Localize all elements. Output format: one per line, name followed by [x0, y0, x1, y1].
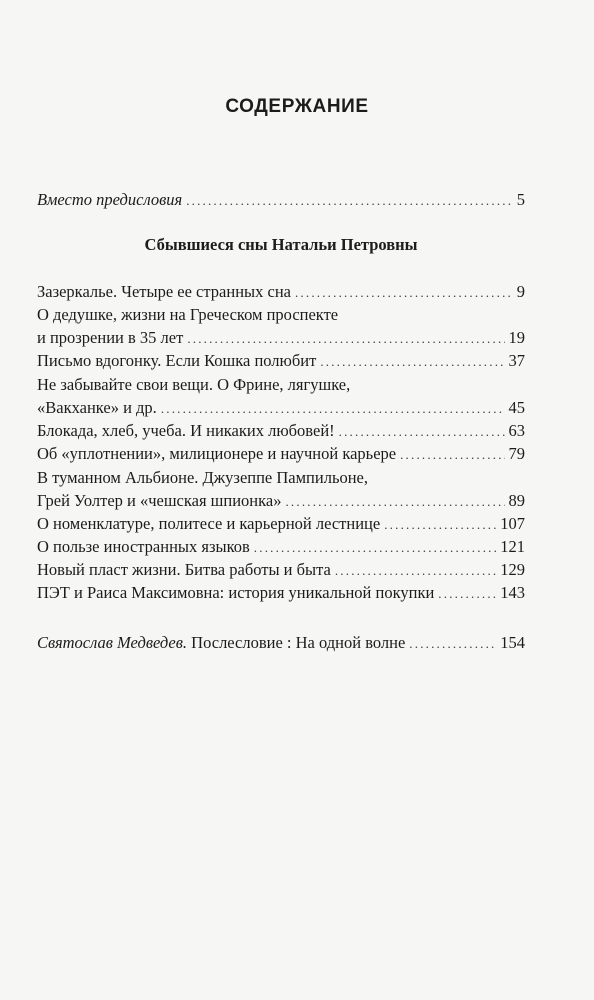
toc-entry[interactable] — [37, 581, 525, 605]
toc-entry[interactable] — [37, 442, 525, 466]
toc-entry-title: Новый пласт жизни. Битва работы и быта — [37, 560, 331, 579]
toc-entry-page: 107 — [500, 514, 525, 533]
dot-leader — [384, 513, 496, 537]
toc-entry-title: О номенклатуре, политесе и карьерной лестнице — [37, 514, 381, 533]
toc-entry-page: 129 — [500, 560, 525, 579]
afterword-title: Послесловие : На одной волне — [191, 633, 406, 652]
toc-entry-page: 5 — [516, 190, 525, 209]
toc-entry-page: 37 — [508, 351, 525, 370]
toc-entry-title: и прозрении в 35 лет — [37, 328, 184, 347]
toc-entry-page: 19 — [508, 328, 525, 347]
toc-entry[interactable] — [37, 512, 525, 536]
section-heading: Сбывшиеся сны Натальи Петровны — [144, 235, 418, 254]
toc-entry-page: 79 — [508, 444, 525, 463]
dot-leader — [335, 559, 496, 583]
toc-entry[interactable] — [37, 396, 525, 420]
dot-leader — [400, 443, 504, 467]
toc-entry-page: 143 — [500, 583, 525, 602]
dot-leader — [320, 350, 504, 374]
toc-entry-title: Зазеркалье. Четыре ее странных сна — [37, 282, 291, 301]
toc-entry-title: Об «уплотнении», милиционере и научной карьере — [37, 444, 397, 463]
toc-entry-title-line1[interactable]: Не забывайте свои вещи. О Фрине, лягушке, — [37, 375, 351, 394]
toc-entry-title: Вместо предисловия — [37, 190, 183, 209]
dot-leader — [295, 281, 513, 305]
toc-entry-page: 154 — [500, 633, 525, 652]
toc-entry-page: 9 — [516, 282, 525, 301]
toc-entry-title: Грей Уолтер и «чешская шпионка» — [37, 491, 282, 510]
toc-entry-afterword[interactable] — [37, 631, 525, 655]
toc-entry[interactable] — [37, 326, 525, 350]
dot-leader — [161, 397, 505, 421]
toc-entry-page: 45 — [508, 398, 525, 417]
toc-entry-intro[interactable] — [37, 188, 525, 212]
afterword-author: Святослав Медведев. — [37, 633, 188, 652]
table-of-contents — [37, 0, 525, 1000]
dot-leader — [285, 490, 504, 514]
toc-entry[interactable] — [37, 558, 525, 582]
toc-entry-title: «Вакханке» и др. — [37, 398, 157, 417]
toc-entry[interactable] — [37, 489, 525, 513]
toc-entry[interactable] — [37, 280, 525, 304]
toc-entry-title-line1[interactable]: О дедушке, жизни на Греческом проспекте — [37, 305, 339, 324]
dot-leader — [409, 632, 496, 656]
toc-entry[interactable] — [37, 535, 525, 559]
dot-leader — [186, 189, 513, 213]
toc-entry-title: О пользе иностранных языков — [37, 537, 250, 556]
toc-entry-page: 121 — [500, 537, 525, 556]
dot-leader — [438, 582, 496, 606]
toc-entry[interactable] — [37, 419, 525, 443]
toc-entry-page: 89 — [508, 491, 525, 510]
toc-entry-title: Письмо вдогонку. Если Кошка полюбит — [37, 351, 317, 370]
toc-entry-title: Блокада, хлеб, учеба. И никаких любовей! — [37, 421, 335, 440]
toc-entry-title — [37, 631, 405, 655]
toc-entry-page: 63 — [508, 421, 525, 440]
toc-entry[interactable] — [37, 349, 525, 373]
dot-leader — [339, 420, 505, 444]
toc-entry-title-line1[interactable]: В туманном Альбионе. Джузеппе Пампильоне, — [37, 468, 369, 487]
toc-entry-title: ПЭТ и Раиса Максимовна: история уникальной покупки — [37, 583, 435, 602]
dot-leader — [254, 536, 496, 560]
page-title: СОДЕРЖАНИЕ — [225, 96, 369, 117]
dot-leader — [187, 327, 504, 351]
